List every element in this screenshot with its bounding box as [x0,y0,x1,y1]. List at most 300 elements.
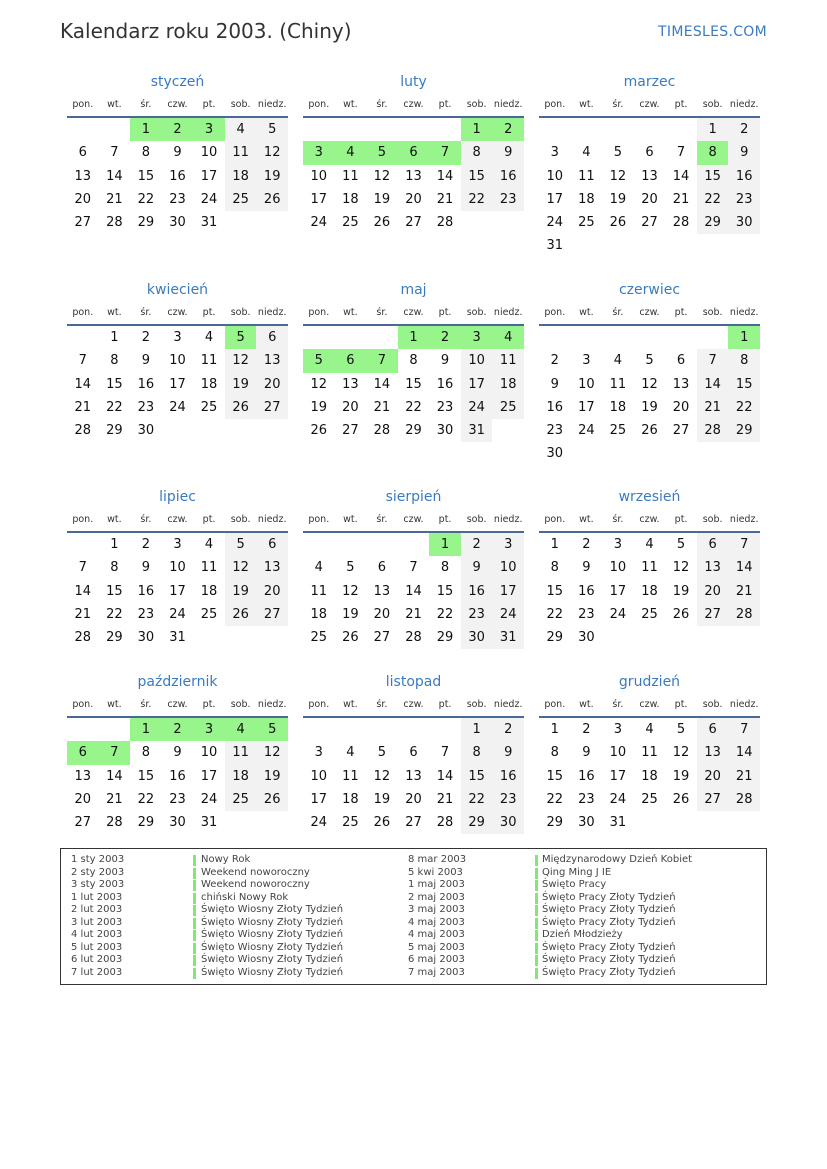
day: 27 [672,423,690,439]
empty-cell [602,326,634,349]
day: 21 [436,791,454,807]
day: 21 [106,791,123,807]
day: 31 [609,815,627,831]
weekday-label: pon. [72,307,94,318]
empty-cell [67,118,99,141]
legend-item [408,954,748,967]
weekday-label: wt. [579,699,594,710]
holiday-name: Weekend noworoczny [201,879,310,890]
holiday-date: 5 maj 2003 [408,941,465,953]
day: 12 [672,560,690,576]
holiday-marker [535,855,538,866]
weekday-label: wt. [107,699,122,710]
weekday-label: pt. [674,307,688,318]
day: 4 [204,330,214,345]
legend-item [71,954,411,967]
empty-cell [335,326,367,349]
holiday-name: Święto Pracy Złoty Tydzień [542,916,676,928]
legend-item [408,904,748,917]
day: 31 [200,815,218,831]
weekday-header [303,694,524,718]
day: 6 [377,560,387,576]
holiday-date: 3 lut 2003 [71,916,123,928]
holiday-date: 4 lut 2003 [71,929,123,940]
page-title: Kalendarz roku 2003. (Chiny) [60,19,352,43]
weekday-label: pt. [438,699,452,710]
day: 10 [310,768,328,784]
day: 9 [141,353,151,369]
day: 18 [200,376,218,392]
day: 18 [200,583,218,599]
weekday-header [539,94,760,118]
day: 25 [641,791,658,807]
holiday-date: 6 maj 2003 [408,954,465,965]
holiday-marker [193,943,196,954]
day: 29 [461,811,493,834]
day: 7 [676,145,686,161]
day: 18 [578,191,595,207]
day: 22 [728,396,760,419]
holiday-name: Święto Wiosny Złoty Tydzień [201,916,344,928]
weekday-header [303,302,524,326]
day: 14 [728,741,760,764]
brand-link[interactable]: TIMESLES.COM [658,24,767,40]
holiday-date: 4 maj 2003 [408,916,465,928]
day: 2 [141,537,151,552]
day: 12 [373,768,391,784]
holiday-marker [535,918,538,929]
day: 6 [697,718,729,741]
day: 30 [137,423,155,439]
holiday-name: Święto Pracy Złoty Tydzień [542,954,676,965]
empty-cell [665,326,697,349]
day: 21 [728,765,760,788]
holiday-day: 2 [162,118,194,141]
day: 2 [461,533,493,556]
day: 8 [550,745,559,761]
day: 19 [672,768,690,784]
month-name: lipiec [159,489,196,505]
day: 1 [461,718,493,741]
empty-cell [634,118,666,141]
holiday-day: 4 [225,718,257,741]
day: 15 [546,583,564,599]
day: 29 [546,815,564,831]
weekday-label: sob. [230,307,251,318]
empty-cell [303,118,335,141]
weekday-label: niedz. [493,699,523,710]
day: 21 [373,399,391,415]
day: 17 [492,580,524,603]
day: 13 [74,168,92,184]
day: 18 [492,373,524,396]
month-9 [67,670,288,848]
day: 13 [342,376,359,392]
day: 9 [550,376,559,392]
day: 1 [550,537,559,552]
day: 2 [582,537,591,552]
weekday-label: śr. [140,99,152,110]
holiday-name: Święto Pracy Złoty Tydzień [542,941,676,953]
day: 11 [641,560,658,576]
day: 28 [74,423,92,439]
day: 19 [225,580,257,603]
day: 25 [342,215,359,231]
day: 26 [256,788,288,811]
day: 15 [405,376,422,392]
day: 29 [436,630,454,646]
day: 27 [697,603,729,626]
day: 16 [137,583,155,599]
day: 10 [200,745,218,761]
day: 11 [492,349,524,372]
weekday-label: niedz. [257,99,287,110]
day: 10 [169,353,186,369]
day: 23 [461,603,493,626]
day: 18 [342,791,359,807]
legend-item [71,942,411,955]
holiday-date: 5 kwi 2003 [408,866,463,878]
day: 16 [728,165,760,188]
day: 7 [78,560,87,576]
day: 13 [641,168,658,184]
day: 28 [106,815,123,831]
empty-cell [366,533,398,556]
day: 23 [492,188,524,211]
days-grid [539,718,760,834]
weekday-label: pt. [438,307,452,318]
weekday-header [539,509,760,533]
day: 28 [106,215,123,231]
weekday-label: niedz. [729,99,759,110]
day: 23 [169,791,186,807]
day: 8 [550,560,559,576]
day: 31 [169,630,186,646]
weekday-label: pt. [202,99,216,110]
day: 21 [697,396,729,419]
day: 5 [346,560,355,576]
holiday-name: Święto Wiosny Złoty Tydzień [201,929,344,940]
empty-cell [67,533,99,556]
weekday-header [539,302,760,326]
day: 6 [645,145,654,161]
weekday-label: czw. [639,307,660,318]
holiday-date: 5 lut 2003 [71,941,123,953]
empty-cell [398,533,430,556]
day: 28 [74,630,92,646]
day: 20 [256,373,288,396]
holiday-name: Święto Wiosny Złoty Tydzień [201,954,344,965]
holiday-name: Święto Pracy Złoty Tydzień [542,904,676,915]
day: 26 [609,215,627,231]
weekday-label: czw. [403,307,424,318]
holiday-marker [193,905,196,916]
day: 23 [436,399,454,415]
day: 28 [436,815,454,831]
day: 24 [609,791,627,807]
day: 13 [672,376,690,392]
legend-item [408,942,748,955]
day: 13 [256,349,288,372]
day: 16 [578,768,595,784]
day: 23 [578,791,595,807]
weekday-label: pon. [544,99,566,110]
weekday-label: pon. [72,99,94,110]
holiday-day: 1 [130,718,162,741]
day: 13 [74,768,92,784]
legend-item [408,929,748,942]
weekday-label: wt. [107,99,122,110]
weekday-label: pt. [202,307,216,318]
day: 27 [256,603,288,626]
day: 25 [342,815,359,831]
month-4 [303,278,524,485]
empty-cell [99,118,131,141]
day: 27 [405,815,422,831]
weekday-label: śr. [612,699,624,710]
holiday-date: 3 sty 2003 [71,879,125,890]
weekday-label: pt. [674,699,688,710]
weekday-header [67,694,288,718]
months-grid [67,70,761,848]
day: 10 [200,145,218,161]
weekday-label: niedz. [257,699,287,710]
weekday-label: wt. [343,307,358,318]
weekday-header [539,694,760,718]
day: 8 [141,745,151,761]
day: 24 [310,815,328,831]
day: 4 [582,145,591,161]
empty-cell [335,118,367,141]
days-grid [67,326,288,442]
day: 19 [310,399,328,415]
day: 17 [461,373,493,396]
empty-cell [303,533,335,556]
holiday-day: 5 [256,718,288,741]
holiday-day: 6 [67,741,99,764]
day: 30 [578,815,595,831]
day: 21 [672,191,690,207]
day: 28 [672,215,690,231]
weekday-header [67,94,288,118]
day: 25 [578,215,595,231]
day: 3 [492,533,524,556]
day: 17 [200,168,218,184]
day: 15 [461,765,493,788]
day: 21 [74,399,92,415]
day: 23 [137,399,155,415]
weekday-label: wt. [343,99,358,110]
holiday-day: 4 [492,326,524,349]
day: 16 [169,768,186,784]
day: 14 [74,376,92,392]
day: 30 [461,626,493,649]
holiday-name: Święto Wiosny Złoty Tydzień [201,941,344,953]
day: 26 [225,396,257,419]
days-grid [539,533,760,649]
legend-item [408,854,748,867]
holiday-day: 1 [398,326,430,349]
weekday-label: wt. [579,99,594,110]
holiday-day: 8 [697,141,729,164]
holiday-name: Święto Wiosny Złoty Tydzień [201,904,344,915]
holiday-marker [193,930,196,941]
day: 24 [310,215,328,231]
day: 18 [641,583,658,599]
day: 31 [492,626,524,649]
empty-cell [429,718,461,741]
day: 30 [169,215,186,231]
day: 9 [728,141,760,164]
month-11 [539,670,760,848]
day: 14 [405,583,422,599]
day: 11 [342,768,359,784]
weekday-label: niedz. [493,99,523,110]
empty-cell [99,718,131,741]
holiday-date: 1 sty 2003 [71,854,125,865]
empty-cell [67,718,99,741]
day: 19 [609,191,627,207]
day: 7 [440,745,450,761]
day: 4 [225,118,257,141]
day: 12 [672,745,690,761]
day: 23 [492,788,524,811]
weekday-header [67,509,288,533]
legend-item [71,854,411,867]
weekday-label: niedz. [493,307,523,318]
days-grid [67,118,288,234]
day: 28 [436,215,454,231]
holiday-marker [535,880,538,891]
day: 11 [609,376,627,392]
holiday-day: 1 [728,326,760,349]
day: 1 [697,118,729,141]
day: 15 [137,768,155,784]
day: 18 [310,606,328,622]
weekday-label: wt. [343,514,358,525]
legend-item [71,904,411,917]
day: 9 [582,745,591,761]
holiday-day: 7 [99,741,131,764]
day: 5 [645,353,654,369]
day: 9 [461,556,493,579]
day: 20 [697,580,729,603]
weekday-label: wt. [579,307,594,318]
day: 20 [697,765,729,788]
legend-column [408,854,748,979]
day: 9 [492,741,524,764]
day: 20 [641,191,658,207]
day: 3 [550,145,559,161]
day: 20 [405,791,422,807]
weekday-label: śr. [140,307,152,318]
day: 5 [613,145,623,161]
holiday-marker [535,893,538,904]
day: 20 [405,191,422,207]
day: 28 [728,788,760,811]
day: 26 [641,423,658,439]
weekday-label: sob. [466,514,487,525]
day: 2 [728,118,760,141]
day: 17 [169,376,186,392]
day: 8 [409,353,418,369]
day: 8 [461,741,493,764]
day: 24 [578,423,595,439]
holiday-marker [535,943,538,954]
holiday-day: 7 [366,349,398,372]
legend-column [71,854,411,979]
day: 19 [373,791,391,807]
days-grid [67,718,288,834]
day: 12 [256,741,288,764]
empty-cell [335,533,367,556]
day: 22 [461,188,493,211]
holiday-name: Święto Wiosny Złoty Tydzień [201,966,344,978]
day: 21 [106,191,123,207]
holiday-date: 1 lut 2003 [71,891,123,903]
holiday-day: 3 [461,326,493,349]
day: 22 [405,399,422,415]
day: 9 [582,560,591,576]
day: 22 [106,606,123,622]
day: 16 [492,765,524,788]
day: 7 [728,533,760,556]
month-6 [67,485,288,670]
empty-cell [398,718,430,741]
day: 24 [461,396,493,419]
day: 16 [169,168,186,184]
day: 24 [200,191,218,207]
day: 26 [310,423,328,439]
holiday-name: Nowy Rok [201,854,251,865]
day: 9 [173,745,182,761]
day: 25 [492,396,524,419]
holiday-legend [60,848,767,985]
holiday-name: Święto Pracy Złoty Tydzień [542,891,676,903]
month-7 [303,485,524,670]
day: 21 [74,606,92,622]
empty-cell [602,118,634,141]
holiday-name: Qing Ming J IE [542,866,612,878]
day: 22 [546,606,564,622]
day: 26 [373,215,391,231]
month-1 [303,70,524,278]
weekday-label: pon. [308,99,330,110]
empty-cell [539,118,571,141]
day: 29 [405,423,422,439]
weekday-label: czw. [639,699,660,710]
holiday-name: Dzień Młodzieży [542,929,623,940]
holiday-name: Święto Pracy [542,879,607,890]
day: 20 [74,791,92,807]
weekday-label: sob. [466,307,487,318]
day: 30 [578,630,595,646]
holiday-day: 5 [225,326,257,349]
holiday-date: 3 maj 2003 [408,904,465,915]
day: 20 [672,399,690,415]
holiday-day: 2 [429,326,461,349]
weekday-label: sob. [466,699,487,710]
legend-item [71,879,411,892]
days-grid [539,118,760,258]
day: 15 [546,768,564,784]
holiday-marker [535,930,538,941]
day: 1 [550,722,559,737]
day: 6 [676,353,686,369]
weekday-label: śr. [140,699,152,710]
day: 29 [106,423,123,439]
day: 31 [461,419,493,442]
